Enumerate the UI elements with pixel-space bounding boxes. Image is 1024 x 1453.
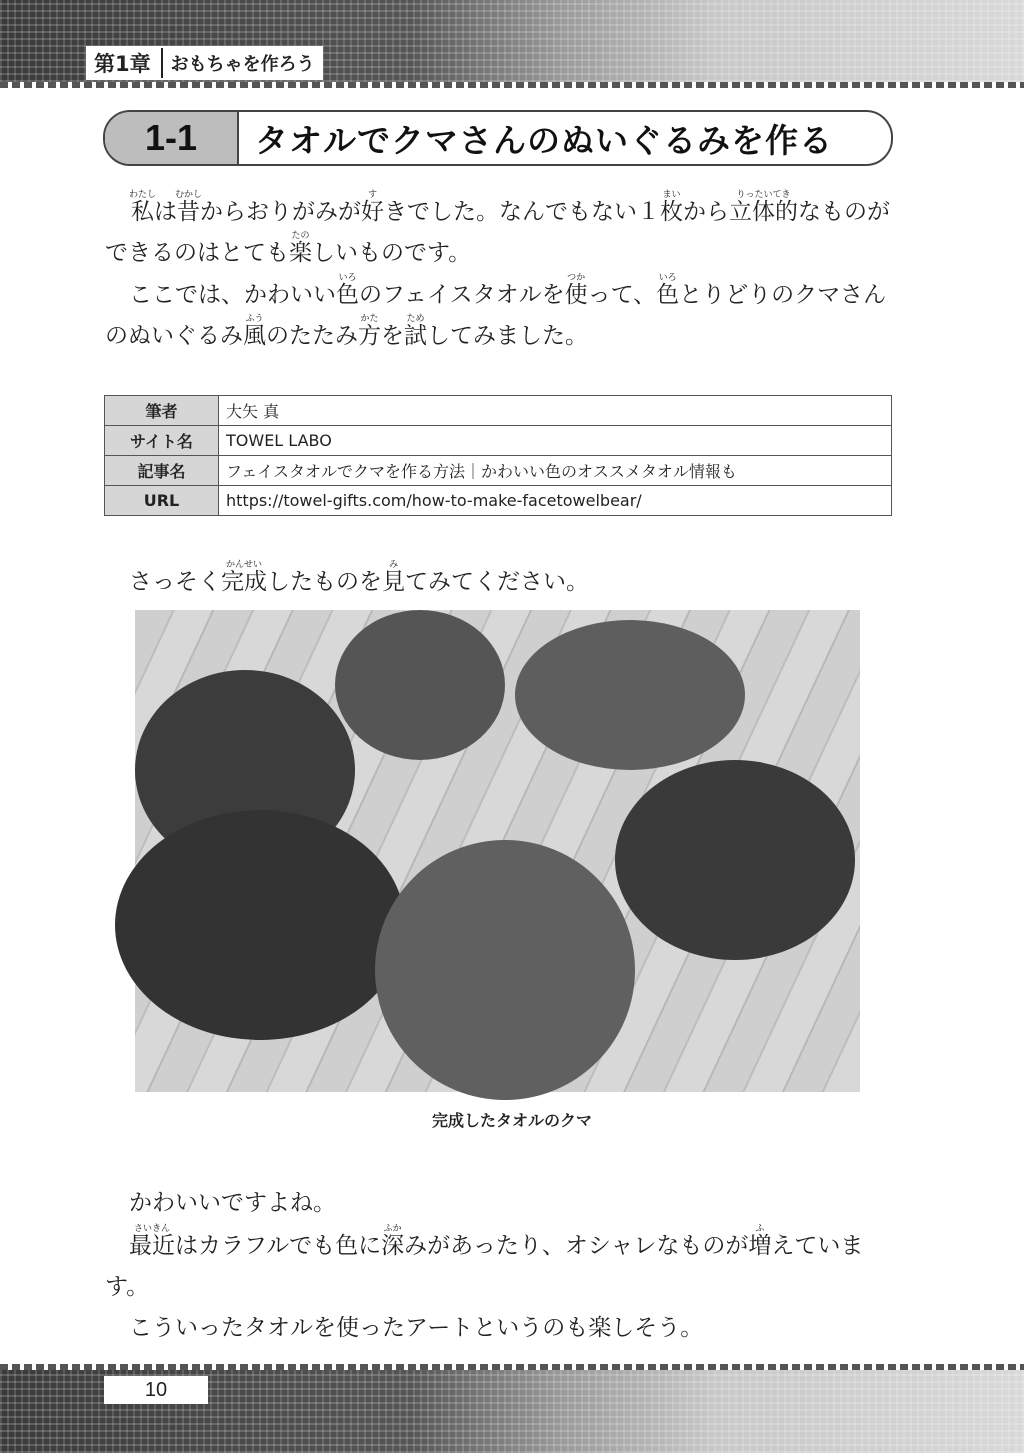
bear-towel-shape	[615, 760, 855, 960]
page-number: 10	[104, 1376, 208, 1404]
towel-bear-photo	[135, 610, 860, 1092]
bear-towel-shape	[375, 840, 635, 1100]
intro-paragraph-1: 私わたしは昔むかしからおりがみが好すきでした。なんでもない１枚まいから立体的りったいてきなものができるのはとても楽たのしいものです。	[105, 190, 890, 266]
see-result-paragraph: さっそく完成かんせいしたものを見みてみてください。	[129, 560, 589, 595]
section-number: 1-1	[105, 112, 239, 164]
chapter-tab	[86, 46, 323, 80]
info-label-url: URL	[105, 486, 219, 516]
info-value-article: フェイスタオルでクマを作る方法｜かわいい色のオススメタオル情報も	[219, 456, 892, 486]
bear-towel-shape	[335, 610, 505, 760]
info-label-article: 記事名	[105, 456, 219, 486]
table-row	[105, 426, 892, 456]
closing-line-4: こういったタオルを使ったアートというのも楽しそう。	[129, 1315, 704, 1341]
photo-caption: 完成したタオルのクマ	[431, 1111, 592, 1130]
chapter-number: 第1章	[94, 48, 163, 78]
bear-towel-shape	[515, 620, 745, 770]
table-row	[105, 396, 892, 426]
bear-towel-shape	[115, 810, 405, 1040]
closing-paragraph: かわいいですよね。 最近さいきんはカラフルでも色に深ふかみがあったり、オシャレなものが増ふえています。 こういったタオルを使ったアートというのも楽しそう。	[105, 1183, 895, 1349]
table-row	[105, 486, 892, 516]
chapter-title: おもちゃを作ろう	[170, 54, 315, 75]
closing-line-1: かわいいですよね。	[129, 1190, 336, 1216]
section-title: タオルでクマさんのぬいぐるみを作る	[255, 120, 833, 160]
info-label-author: 筆者	[105, 396, 219, 426]
table-row	[105, 456, 892, 486]
section-heading	[103, 110, 893, 166]
source-info-table	[104, 395, 892, 516]
header-divider	[0, 82, 1024, 88]
info-value-url: https://towel-gifts.com/how-to-make-facetowelbear/	[219, 486, 892, 516]
intro-paragraph-2: ここでは、かわいい色いろのフェイスタオルを使つかって、色いろとりどりのクマさんのぬいぐるみ風ふうのたたみ方かたを試ためしてみました。	[105, 273, 887, 349]
info-label-site: サイト名	[105, 426, 219, 456]
info-value-author: 大矢 真	[219, 396, 892, 426]
info-value-site: TOWEL LABO	[219, 426, 892, 456]
